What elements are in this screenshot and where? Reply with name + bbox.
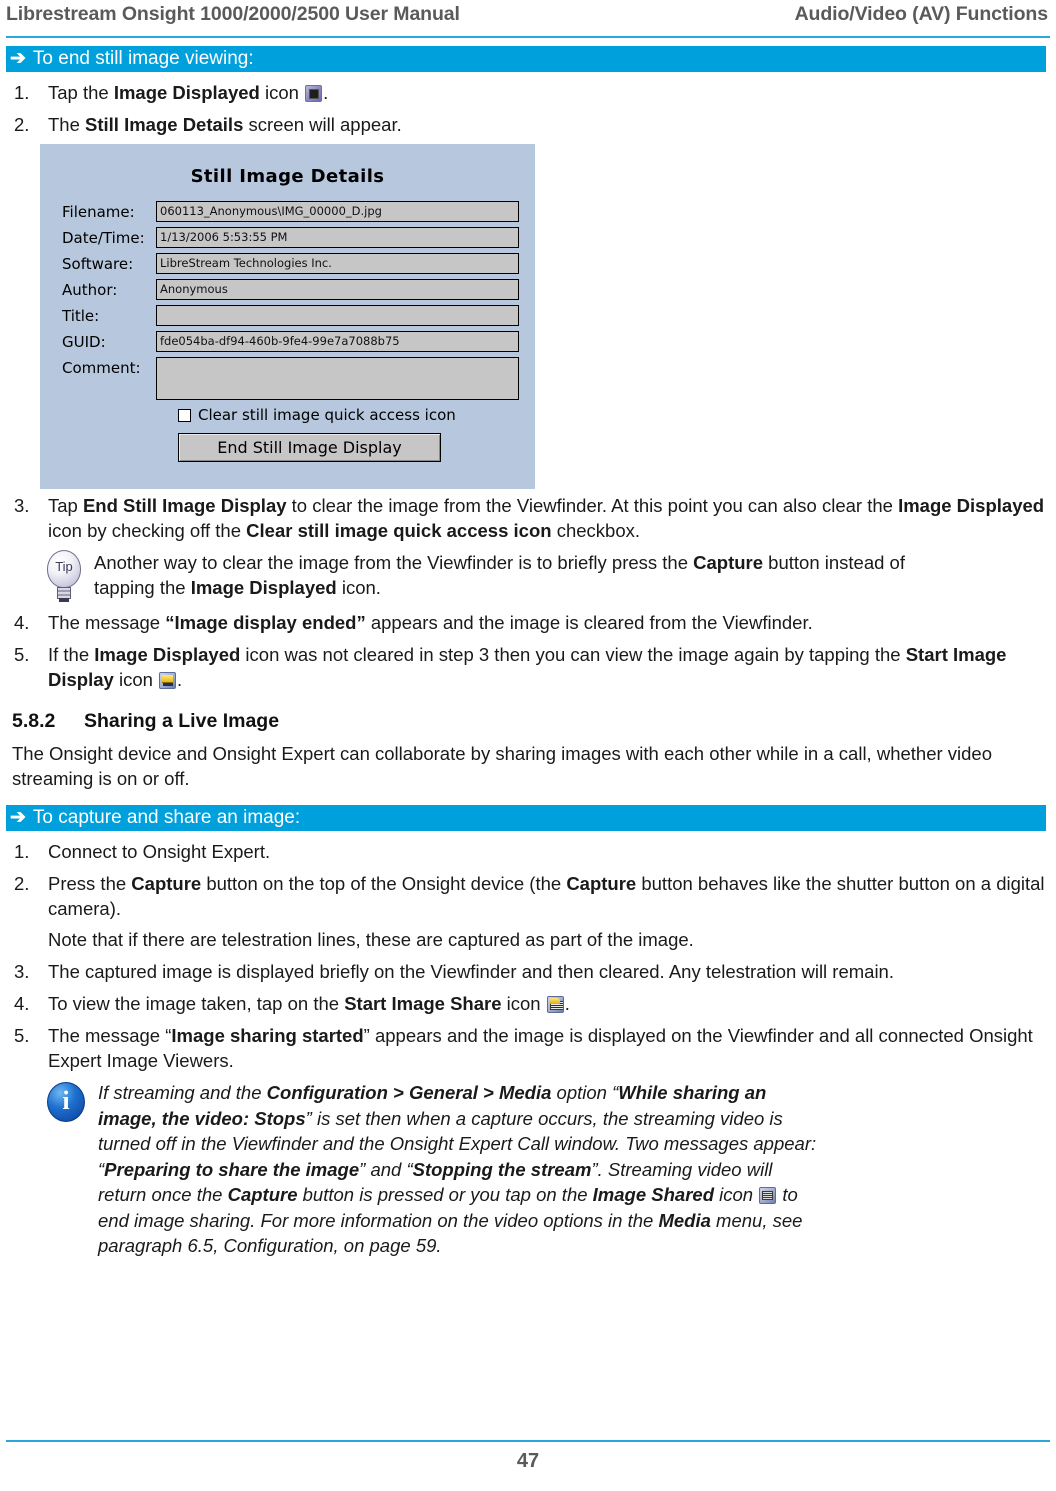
plain-text: button is pressed or you tap on the	[297, 1184, 593, 1205]
step-text	[48, 82, 328, 103]
dialog-row	[62, 227, 519, 250]
plain-text: ”. Streaming video will return once the	[98, 1158, 773, 1205]
emphasis-text: Stopping the stream	[412, 1158, 592, 1180]
dialog-field-datetime[interactable]: 1/13/2006 5:53:55 PM	[156, 227, 519, 248]
chapter-title: Audio/Video (AV) Functions	[794, 3, 1048, 25]
dialog-row	[62, 357, 519, 400]
emphasis-text: While sharing an image, the video: Stops	[98, 1082, 767, 1129]
plain-text: Tap the	[48, 82, 114, 103]
dialog-field-label: Comment:	[62, 359, 141, 377]
plain-text: If the	[48, 644, 95, 665]
step-item	[6, 610, 1046, 635]
step-text	[48, 495, 1044, 541]
plain-text: If streaming and the	[98, 1082, 267, 1103]
step-item	[6, 80, 1046, 105]
tip-icon-label: Tip	[55, 558, 73, 574]
emphasis-text: Capture	[693, 552, 764, 573]
section-number: 5.8.2	[12, 710, 56, 732]
procedure-banner-end-still-image	[6, 46, 1046, 72]
step-item	[6, 1023, 1046, 1073]
step-text	[48, 873, 1045, 919]
tip-callout-text	[84, 550, 954, 600]
step-number: 2.	[14, 114, 30, 135]
step-number: 5.	[14, 644, 30, 665]
emphasis-text: Image Displayed	[190, 577, 337, 598]
procedure-banner-label: To end still image viewing:	[32, 48, 254, 69]
step-number: 3.	[14, 495, 30, 516]
page-content	[0, 46, 1056, 1267]
step-item	[6, 871, 1046, 952]
clear-still-image-checkbox-label: Clear still image quick access icon	[198, 406, 456, 424]
emphasis-text: Configuration > General > Media	[266, 1082, 552, 1103]
dialog-field-label: Date/Time:	[62, 229, 145, 247]
page-header	[0, 0, 1056, 46]
plain-text: button instead of tapping the	[94, 552, 905, 598]
plain-text: screen will appear.	[243, 114, 402, 135]
procedure-banner-capture-share	[6, 805, 1046, 831]
dialog-field-label: Software:	[62, 255, 134, 273]
start-image-share-icon	[547, 996, 564, 1013]
plain-text: checkbox.	[551, 520, 640, 541]
dialog-field-label: Title:	[62, 307, 100, 325]
section-heading-5-8-2	[12, 710, 1046, 733]
dialog-row	[62, 331, 519, 354]
emphasis-text: Start Image Share	[344, 993, 502, 1014]
header-divider	[6, 36, 1050, 38]
steps-list-capture-share	[6, 839, 1046, 1073]
step-note: Note that if there are telestration lines, these are captured as part of the image.	[48, 929, 694, 950]
emphasis-text: Capture	[227, 1184, 298, 1205]
dialog-field-label: Filename:	[62, 203, 135, 221]
steps-list-end-still-image-c	[6, 610, 1046, 692]
plain-text: menu, see paragraph 6.5, Configuration, on page 59.	[98, 1209, 803, 1256]
emphasis-text: Still Image Details	[85, 114, 244, 135]
emphasis-text: Preparing to share the image	[104, 1158, 360, 1180]
dialog-field-software[interactable]: LibreStream Technologies Inc.	[156, 253, 519, 274]
step-item	[6, 959, 1046, 984]
emphasis-text: Capture	[566, 873, 637, 894]
end-still-image-display-button[interactable]: End Still Image Display	[178, 433, 441, 462]
dialog-row	[62, 253, 519, 276]
tip-lightbulb-icon	[44, 550, 84, 602]
emphasis-text: Image Displayed	[898, 495, 1045, 516]
still-image-details-dialog-screenshot	[40, 144, 535, 489]
plain-text: icon	[259, 82, 305, 103]
emphasis-text: Clear still image quick access icon	[246, 520, 552, 541]
step-item	[6, 839, 1046, 864]
steps-list-end-still-image-b	[6, 493, 1046, 543]
plain-text: icon	[714, 1184, 759, 1205]
bulb-glass	[47, 550, 81, 588]
plain-text: button on the top of the Onsight device (the	[201, 873, 567, 894]
step-number: 1.	[14, 82, 30, 103]
dialog-field-filename[interactable]: 060113_Anonymous\IMG_00000_D.jpg	[156, 201, 519, 222]
step-item	[6, 642, 1046, 692]
step-number: 1.	[14, 841, 30, 862]
plain-text: The message	[48, 612, 166, 633]
info-circle	[47, 1082, 85, 1122]
dialog-row	[62, 279, 519, 302]
section-intro-paragraph: The Onsight device and Onsight Expert can collaborate by sharing images with each other while in a call, whether video streaming is on or off.	[12, 743, 993, 789]
emphasis-text: Image sharing started	[171, 1025, 364, 1046]
plain-text: icon by checking off the	[48, 520, 247, 541]
emphasis-text: Media	[658, 1209, 711, 1231]
emphasis-text: Image Displayed	[113, 82, 260, 103]
step-item	[6, 112, 1046, 137]
steps-list-end-still-image-a	[6, 80, 1046, 137]
emphasis-text: Capture	[131, 873, 202, 894]
emphasis-text: “Image display ended”	[165, 612, 366, 633]
plain-text: .	[323, 82, 329, 103]
plain-text: The captured image is displayed briefly on the Viewfinder and then cleared. Any telestration will remain.	[48, 961, 894, 982]
plain-text: option “	[551, 1082, 619, 1103]
procedure-banner-label: To capture and share an image:	[32, 807, 301, 828]
tip-callout	[44, 550, 1046, 602]
clear-still-image-checkbox[interactable]	[178, 409, 191, 422]
plain-text: The	[48, 114, 86, 135]
plain-text: Connect to Onsight Expert.	[48, 841, 271, 862]
step-text	[48, 644, 1006, 690]
plain-text: .	[564, 993, 570, 1014]
step-text	[48, 1025, 1033, 1071]
dialog-row	[62, 201, 519, 224]
info-circle-icon	[44, 1080, 88, 1128]
step-number: 4.	[14, 993, 30, 1014]
image-shared-icon	[759, 1187, 776, 1204]
step-text	[48, 612, 813, 633]
step-item	[6, 991, 1046, 1016]
dialog-field-label: GUID:	[62, 333, 106, 351]
section-title: Sharing a Live Image	[84, 710, 280, 732]
emphasis-text: Start Image Display	[48, 644, 1007, 690]
dialog-title: Still Image Details	[190, 166, 385, 187]
plain-text: to end image sharing. For more information on the video options in the	[98, 1184, 798, 1231]
emphasis-text: Image Shared	[592, 1184, 714, 1205]
step-number: 2.	[14, 873, 30, 894]
dialog-field-author[interactable]: Anonymous	[156, 279, 519, 300]
plain-text: appears and the image is cleared from the Viewfinder.	[365, 612, 813, 633]
arrow-right-icon: ➔	[10, 47, 26, 69]
plain-text: ” is set then when a capture occurs, the streaming video is turned off in the Viewfinder and the Onsight Expert Call window. Two messages appear: “	[98, 1107, 817, 1180]
step-text	[48, 114, 402, 135]
info-callout	[44, 1080, 1046, 1259]
footer-divider	[6, 1440, 1050, 1442]
plain-text: To view the image taken, tap on the	[48, 993, 345, 1014]
plain-text: icon was not cleared in step 3 then you can view the image again by tapping the	[240, 644, 906, 665]
arrow-right-icon: ➔	[10, 806, 26, 828]
dialog-clear-icon-checkbox-row[interactable]	[178, 406, 519, 424]
info-icon-label: i	[62, 1086, 70, 1115]
plain-text: ” and “	[359, 1158, 413, 1180]
info-callout-text	[88, 1080, 818, 1259]
plain-text: Tap	[48, 495, 83, 516]
plain-text: button behaves like the shutter button on a digital camera).	[48, 873, 1045, 919]
step-item	[6, 493, 1046, 543]
plain-text: icon.	[336, 577, 381, 598]
manual-title: Librestream Onsight 1000/2000/2500 User Manual	[6, 3, 460, 25]
dialog-row	[62, 305, 519, 328]
plain-text: The message “	[48, 1025, 172, 1046]
plain-text: icon	[113, 669, 159, 690]
plain-text: Press the	[48, 873, 132, 894]
dialog-field-title[interactable]	[156, 305, 519, 326]
dialog-field-rows	[40, 201, 535, 462]
plain-text: icon	[501, 993, 546, 1014]
bulb-contact	[59, 598, 69, 602]
step-text	[48, 993, 570, 1014]
step-text	[48, 961, 894, 982]
emphasis-text: Image Displayed	[94, 644, 241, 665]
plain-text: ” appears and the image is displayed on the Viewfinder and all connected Onsight Expert Image Viewers.	[48, 1025, 1033, 1071]
dialog-field-guid[interactable]: fde054ba-df94-460b-9fe4-99e7a7088b75	[156, 331, 519, 352]
plain-text: to clear the image from the Viewfinder. At this point you can also clear the	[286, 495, 899, 516]
plain-text: Another way to clear the image from the Viewfinder is to briefly press the	[94, 552, 694, 573]
page-number: 47	[516, 1450, 540, 1472]
image-displayed-icon	[305, 85, 322, 102]
dialog-field-label: Author:	[62, 281, 118, 299]
step-number: 3.	[14, 961, 30, 982]
step-number: 5.	[14, 1025, 30, 1046]
emphasis-text: End Still Image Display	[82, 495, 287, 516]
step-number: 4.	[14, 612, 30, 633]
start-image-display-icon	[159, 672, 176, 689]
dialog-field-comment[interactable]	[156, 357, 519, 400]
step-text	[48, 841, 270, 862]
plain-text: .	[177, 669, 183, 690]
